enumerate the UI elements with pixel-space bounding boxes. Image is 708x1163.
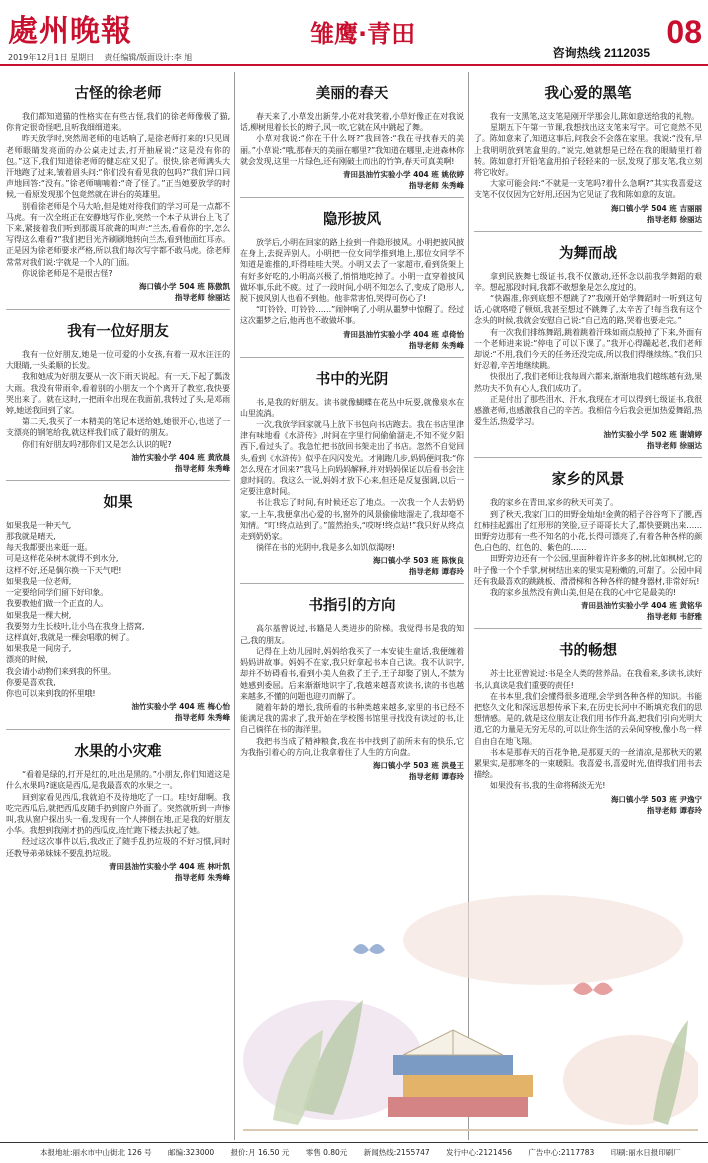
article-body [6, 349, 230, 450]
paragraph: 经过这次事件以后,我改正了随手乱扔垃圾的不好习惯,同时还教导弟弟妹妹不要乱扔垃圾。 [6, 837, 230, 858]
byline [6, 452, 230, 474]
poem-line: 可是这样花朵树木就得不到水分, [6, 554, 119, 564]
footer-news-phone: 新闻热线:2155747 [363, 1148, 430, 1157]
article-divider [240, 357, 464, 358]
article-title: 古怪的徐老师 [74, 86, 162, 102]
article-divider [6, 480, 230, 481]
article-body [240, 623, 464, 757]
teacher-line: 指导老师 韦舒雅 [646, 612, 702, 622]
byline [474, 203, 702, 225]
paragraph: “叮铃铃、叮铃铃……”闹钟响了,小明从噩梦中惊醒了。经过这次噩梦之后,他再也不敢做坏事。 [240, 305, 464, 326]
article [6, 740, 230, 883]
article-divider [474, 457, 702, 458]
paragraph: 我的家乡在青田,家乡的秋天可美了。 [490, 498, 618, 508]
paragraph: 我和她成为好朋友要从一次下雨天说起。有一天,下起了瓢泼大雨。我没有带雨伞,看着别的小朋友一个个离开了教室,我快要哭出来了。就在这时,一把雨伞出现在我面前,我转过了头,是邓雨婷,她送我回到了家。 [6, 372, 230, 416]
newspaper-logo: 處州晚報 [8, 14, 132, 49]
paragraph: 别看徐老师是个马大哈,但是她对待我们的学习可是一点都不马虎。有一次全班正在安静地写作业,突然一个本子从讲台上飞了下来,紧接着我们听到那震耳欲聋的叫声:“兰杰,看看你的字,怎么写得这么难看?”我们把目光齐刷刷地转向兰杰,看到他面红耳赤。正是因为徐老师要求严格,所以我们每次写字都不敢马虎。徐老师常常对我们说:字就是一个人的门面。 [6, 201, 230, 267]
footer-distribution: 发行中心:2121456 [446, 1148, 512, 1157]
teacher-line: 指导老师 谭春玲 [408, 567, 464, 577]
paragraph: 我把书当成了精神粮食,我在书中找到了前所未有的快乐,它为我指引着心的方向,让我拿着住了人生的方向盘。 [240, 736, 464, 757]
footer-ads: 广告中心:2117783 [528, 1148, 595, 1157]
teacher-line: 指导老师 谭春玲 [408, 771, 464, 781]
poem-line: 这样不好,还是偶尔换一下天气吧! [6, 565, 122, 575]
paragraph: 拿到民族舞七级证书,我不仅激动,还怀念以前我学舞蹈的艰辛。想起那段时间,我都不敢想象是怎么度过的。 [474, 271, 702, 292]
hotline-label: 咨询热线 [552, 46, 601, 60]
page-footer [0, 1142, 708, 1162]
author-line: 青田县油竹实验小学 404 班 卓倚怡 [343, 329, 464, 339]
poem-line: 如果我是一间房子, [6, 644, 72, 654]
article [474, 242, 702, 452]
article-divider [6, 309, 230, 310]
section-title: 雏鹰·青田 [310, 20, 416, 48]
footer-price: 报价:月 16.50 元 [230, 1148, 290, 1157]
footer-retail-price: 零售 0.80元 [305, 1148, 348, 1157]
paragraph: 到了秋天,我家门口的田野金灿灿!金黄的稻子谷谷弯下了腰,西红柿挂起露出了红形形的笑脸,豆子哥哥长大了,都快要跳出来……田野旁边那有一些不知名的小花,长得可漂亮了,有着各种各样的颜色,白色的、红色的、紫色的…… [474, 509, 702, 553]
byline [474, 794, 702, 816]
article-title: 书指引的方向 [308, 598, 396, 615]
page-number: 08 [666, 14, 702, 50]
poem-line: 如果我是一种天气, [6, 520, 72, 530]
paragraph: 春天来了,小草发出新芽,小花对我笑着,小草好像正在对我说话,柳树甩着长长的辫子,风一吹,它就在风中跳起了舞。 [240, 112, 464, 133]
article [240, 594, 464, 781]
article-title: 水果的小灾难 [74, 744, 162, 761]
paragraph: “看着是绿的,打开是红的,吐出是黑的。”小朋友,你们知道这是什么水果吗?谜底是西瓜,是我最喜欢的水果之一。 [6, 770, 230, 791]
author-line: 青田县油竹实验小学 404 班 林叶凯 [109, 861, 230, 871]
article [6, 82, 230, 303]
header-rule [0, 64, 708, 66]
article-divider [6, 729, 230, 730]
article [474, 639, 702, 815]
author-line: 油竹实验小学 502 班 谢婧婷 [603, 430, 702, 440]
paragraph: 第二天,我买了一本精美的笔记本送给她,她很开心,也送了一支漂亮的钢笔给我,就这样我们成了最好的朋友。 [6, 417, 230, 438]
author-line: 海口镇小学 503 班 尹逸宁 [611, 794, 702, 804]
poem-line: 那我就是晴天, [6, 532, 56, 542]
article-title: 书的畅想 [559, 643, 617, 660]
paragraph: 如果没有书,我的生命将稀淡无光! [490, 781, 606, 791]
byline [240, 555, 464, 577]
article [6, 491, 230, 723]
column-divider [234, 72, 235, 1140]
article-title: 美丽的春天 [315, 86, 389, 102]
editor-credit: 责任编辑/版面设计:李 旭 [104, 53, 193, 62]
article [474, 82, 702, 225]
article-title: 如果 [103, 494, 133, 511]
article [240, 82, 464, 191]
author-line: 油竹实验小学 404 班 黄欣晨 [131, 452, 230, 462]
paragraph: 有一次我们排练舞蹈,跳着跳着汗珠如雨点般掉了下来,外面有一个老师进来说:“停电了可以下课了。”我开心得蹦起老,我们老师却说:“不用,我们今天的任务还没完成,所以我们得继续练。”我们只好忍着,辛苦地继续跳。 [474, 327, 702, 371]
teacher-line: 指导老师 朱秀峰 [174, 872, 230, 882]
teacher-line: 指导老师 徐丽达 [646, 441, 702, 451]
byline [240, 329, 464, 351]
teacher-line: 指导老师 朱秀峰 [408, 181, 464, 191]
paragraph: 我有一位好朋友,她是一位可爱的小女孩,有着一双水汪汪的大眼睛,一头柔顺的长发。 [6, 350, 230, 371]
hotline-number: 2112035 [603, 46, 650, 60]
article [240, 368, 464, 578]
article-body [474, 111, 702, 201]
article-body [6, 520, 230, 699]
paragraph: 我们都知道猫的性格实在有些古怪,我们的徐老师像极了猫,你肯定很奇怪吧,且听我细细道来。 [6, 112, 230, 133]
byline [474, 429, 702, 451]
paragraph: 随着年龄的增长,我所看的书种类越来越多,家里的书已经不能满足我的需求了,我开始在学校图书馆里寻找没有读过的书,让自己徜徉在书的海洋里。 [240, 702, 464, 735]
poem-line: 我会请小动物们来到我的怀里。 [6, 666, 116, 676]
issue-info [8, 52, 192, 63]
teacher-line: 指导老师 谭春玲 [646, 805, 702, 815]
poem-line: 每天我都要出来逛一逛。 [6, 543, 93, 553]
byline [6, 861, 230, 883]
article-body [240, 397, 464, 554]
byline [6, 701, 230, 723]
author-line: 海口镇小学 504 班 吉丽丽 [611, 203, 702, 213]
article-title: 家乡的风景 [551, 472, 625, 489]
teacher-line: 指导老师 徐丽达 [174, 293, 230, 303]
paragraph: 苏士比亚曾说过:书是全人类的营养品。在我看来,多读书,读好书,认真读是我们重要的责任! [474, 669, 702, 690]
author-line: 海口镇小学 503 班 洪曼王 [373, 760, 464, 770]
article-body [6, 769, 230, 859]
column-1 [6, 72, 230, 1140]
article-body [240, 111, 464, 167]
paragraph: 我有一支黑笔,这支笔是刚开学那会儿,陈如意送给我的礼物。 [490, 112, 699, 121]
byline [240, 760, 464, 782]
article-body [474, 668, 702, 791]
paragraph: 我的家乡虽然没有黄山美,但是在我的心中它是最美的! [490, 588, 676, 598]
article-body [474, 497, 702, 598]
paragraph: 你说徐老师是不是很古怪? [22, 268, 113, 278]
paragraph: 昨天放学时,突然周老师的电话响了,是徐老师打来的!只见周老师眼睛发亮面的办公桌走过去,打开抽屉说:“这是没有你的包。”这下,我们知道徐老师的健忘症又犯了。很快,徐老师满头大汗地跑了过来,皱着眉头问:“你们没有看见我的包吗?”我们异口同声地回答:“没有。”徐老师喃喃着:“奇了怪了。”正当她要放学的时候,一看原发现那个包竟然就在讲台的英雄里。 [6, 134, 230, 200]
teacher-line: 指导老师 徐丽达 [646, 214, 702, 224]
footer-address: 本报地址:丽水市中山街北 126 号 [40, 1148, 152, 1157]
poem-line: 你要是喜欢我, [6, 677, 56, 687]
paragraph: 你们有好朋友吗?那你们又是怎么认识的呢? [22, 439, 172, 449]
paragraph: 回到家看见西瓜,我就迫不及待地吃了一口。哇!好甜啊。我吃完西瓜后,就把西瓜皮随手扔到窗户外面了。突然就听到一声惨叫,我从窗户探出头一看,发现有一个人摔倒在地,正是我的好朋友小华。我想到我刚才扔的西瓜皮,连忙跑下楼去扶起了她。 [6, 792, 230, 836]
column-2 [240, 72, 464, 1140]
issue-date: 2019年12月1日 星期日 [8, 53, 95, 62]
article-title: 我心爱的黑笔 [544, 86, 632, 102]
article [240, 208, 464, 351]
poem-line: 我要努力生长枝叶,让小鸟在我身上搭窝, [6, 621, 145, 631]
byline [6, 281, 230, 303]
paragraph: 高尔基曾说过,书籍是人类进步的阶梯。我觉得书是我的知己,我的朋友。 [240, 624, 464, 645]
author-line: 海口镇小学 503 班 陈恢良 [373, 556, 464, 566]
poem-line: 我要教他们做一个正直的人。 [6, 599, 109, 609]
article-title: 为舞而战 [559, 245, 617, 262]
article-body [240, 237, 464, 327]
poem-line: 这样真好,我就是一棵会唱歌的树了。 [6, 632, 134, 642]
byline [474, 600, 702, 622]
paragraph: 大家可能会问:“不就是一支笔吗?着什么急啊?”其实我喜爱这支笔不仅仅因为它好用,还因为它见证了我和陈如意的友谊。 [474, 179, 702, 200]
author-line: 油竹实验小学 404 班 梅心怡 [131, 702, 230, 712]
article-divider [474, 231, 702, 232]
author-line: 青田县油竹实验小学 404 班 黄铭华 [581, 601, 702, 611]
article [6, 320, 230, 474]
paragraph: 记得在上幼儿园时,妈妈给我买了一本安徒生童话,我便缠着妈妈讲故事。妈妈不在家,我只好拿起书本自己读。我不认识字,却并不妨碍看书,看到小美人鱼救了王子,王子却娶了别人,不禁为她感到委屈。后来渐渐地识字了,我越来越喜欢读书,读的书也越来越多,不懂的问题也迎刃而解了。 [240, 646, 464, 701]
article-title: 书中的光阴 [315, 371, 389, 388]
paragraph: 徜徉在书的光阴中,我是多么如饥似渴呀! [256, 543, 395, 553]
paragraph: 放学后,小明在回家的路上捡到一件隐形披风。小明把披风披在身上,去捉弄别人。小明把一位女同学推到地上,那位女同学不知道是谁推的,吓得哇哇大哭。小明又去了一家超市,看到货架上有好多好吃的,小明高兴极了,悄悄地吃掉了。小明一直穿着披风做坏事,乐此不疲。过了一段时间,小明不知怎么了,变成了隐形人,脱下披风别人也看不到他。他非常害怕,哭得可伤心了! [240, 238, 464, 304]
article-divider [240, 197, 464, 198]
article-body [6, 111, 230, 279]
author-line: 青田县油竹实验小学 404 班 姚依婷 [343, 170, 464, 180]
paragraph: “快踢准,你到底想不想跳了?”我刚开始学舞蹈时一听到这句话,心就咯噔了顿烦,我甚至想过不跳舞了,太辛苦了!每当我有这个念头的时候,我就会安慰自己说:“自己选的路,哭着也要走完。” [474, 294, 702, 326]
poem-line: 一定要给同学们留下好印象。 [6, 588, 109, 598]
paragraph: 书,是我的好朋友。读书就像蝴蝶在花丛中玩耍,就像泉水在山里流淌。 [240, 397, 464, 418]
poem-line: 如果我是一位老师, [6, 576, 72, 586]
paragraph: 快很出了,我们老师让我每周六都来,渐渐地我们越练越有劲,果然功夫不负有心人,我们成功了。 [474, 372, 702, 393]
article-title: 隐形披风 [323, 212, 381, 229]
paragraph: 小草对我说:“你在干什么呀?”我回答:“我在寻找春天的美丽。”小草说:“哦,那春天的美丽在哪里?”我知道在哪里,走进森林你就会发现,这里一片绿色,还有刚破土而出的竹笋,春天可真美啊! [240, 134, 464, 166]
paragraph: 书让我忘了时间,有时候还忘了地点。一次我一个人去奶奶家,一上车,我便拿出心爱的书,窗外的风景偷偷地溜走了,我却毫不知情。“叮!终点站到了。”篮然抬头,“哎呀!终点站!”我只好从终点走到奶奶家。 [240, 498, 464, 542]
author-line: 海口镇小学 504 班 陈傲凯 [139, 282, 230, 292]
masthead [0, 0, 708, 66]
hotline [553, 44, 650, 61]
footer-printer: 印刷:丽水日报印刷厂 [610, 1148, 681, 1157]
paragraph: 在书本里,我们会懂得很多道理,会学到各种各样的知识。书能把悠久文化和深远思想传承下来,在历史长河中不断填充我们的思想情感。是的,就是这位朋友让我们用书作升高,把我们引向光明大道,它的力量是无穷无尽的,可以让你生活的云朵间穿梭,像小鸟一样自由自在地飞翔。 [474, 691, 702, 746]
paragraph: 一次,我放学回家就马上放下书包向书店跑去。我在书店里津津有味地看《水浒传》,时间在字里行间偷偷溜走,不知不觉夕阳西下,看过头了。我急忙把书放回书架走出了书店。忽然不自觉回头,看到《水浒传》似乎在闪闪发光。才刚跑几步,妈妈便问我:“你怎么现在才回来?”我马上向妈妈解释,并对妈妈保证以后看书会注意时间的。我这么一说,妈妈才放下心来,但还是反复强调,以后一定要注意时间。 [240, 420, 464, 497]
footer-postcode: 邮编:323000 [168, 1148, 215, 1157]
paragraph: 书本是那春天的百花争艳,是那夏天的一丝清凉,是那秋天的累累果实,是那寒冬的一束暖阳。我喜爱书,喜爱时光,值得我们用书去描绘。 [474, 747, 702, 780]
column-3 [474, 72, 702, 1140]
paragraph: 正是付出了那些泪水、汗水,我现在才可以得到七级证书,我很感激老师,也感激我自己的辛苦。我相信今后我会更加热爱舞蹈,热爱生活,热爱学习。 [474, 394, 702, 427]
poem-line: 你也可以来到我的怀里哦! [6, 688, 96, 698]
teacher-line: 指导老师 朱秀峰 [174, 463, 230, 473]
paragraph: 星期五下午第一节课,我想找出这支笔来写字。可它竟然不见了。陈如意来了,知道这事后,问我会不会落在家里。我说:“没有,早上我明明放到笔盒里的。”说完,她就想是已经在我的眼睛里打着转。陈如意打开铅笔盒用拍子轻轻来的一层,发现了那支笔,我立刻将它收好。 [474, 123, 702, 178]
article-title: 我有一位好朋友 [67, 324, 169, 341]
article-body [474, 271, 702, 428]
article-divider [240, 583, 464, 584]
paragraph: 田野旁边还有一个公园,里面种着许许多多的树,比如枫树,它的叶子像一个个手掌,树树结出来的果实是粉嫩的,可甜了。公园中间还有我最喜欢的跳跳板、滑滑梯和各种各样的健身器材,非常好玩! [474, 554, 702, 586]
poem-line: 漂亮的时候, [6, 655, 48, 665]
article-divider [474, 628, 702, 629]
byline [240, 169, 464, 191]
article [474, 468, 702, 622]
poem-line: 如果我是一棵大树, [6, 610, 72, 620]
teacher-line: 指导老师 朱秀峰 [408, 340, 464, 350]
teacher-line: 指导老师 朱秀峰 [174, 713, 230, 723]
